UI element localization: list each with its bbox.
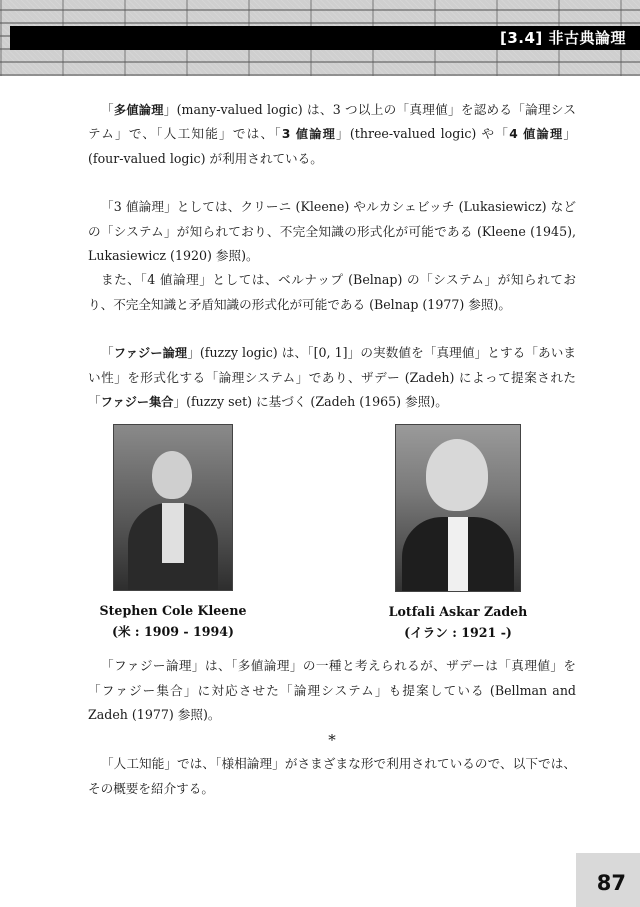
portrait-figures — [88, 424, 576, 654]
paragraph-many-valued: 「多値論理」(many-valued logic) は、3 つ以上の「真理値」を認める「論理システム」で、「人工知能」では、「3 値論理」(three-valued logic) や「4 値論理」(four-valued logic) が利用されている。 — [88, 102, 577, 166]
term-fuzzy-logic: ファジー論理 — [113, 346, 188, 361]
paragraph-fuzzy-many-valued: 「ファジー論理」は、「多値論理」の一種と考えられるが、ザデーは「真理値」を「ファジー集合」に対応させた「論理システム」も提案している (Bellman and Zadeh (1977) 参照)。 — [88, 658, 576, 723]
zadeh-photo — [395, 424, 521, 592]
kleene-dates: (米 : 1909 - 1994) — [111, 624, 235, 640]
paragraph-fuzzy-logic: 「ファジー論理」(fuzzy logic) は、「[0, 1]」の実数値を「真理値」とする「あいまい性」を形式化する「論理システム」であり、ザデー (Zadeh) によって提案された「ファジー集合」(fuzzy set) に基づく (Zadeh (1965) 参照)。 — [88, 345, 577, 410]
paragraph-three-valued: 「3 値論理」としては、クリーニ (Kleene) やルカシェビッチ (Lukasiewicz) などの「システム」が知られており、不完全知識の形式化が可能である (Kleene (1945), Lukasiewicz (1920) 参照)。 — [88, 199, 576, 264]
zadeh-caption — [358, 601, 558, 643]
figure-kleene — [73, 424, 273, 642]
section-divider-asterisk: * — [328, 730, 336, 749]
term-many-valued-logic: 多値論理 — [113, 103, 164, 117]
term-four-valued-logic: 4 値論理 — [509, 127, 564, 142]
kleene-caption — [73, 600, 273, 642]
term-three-valued-logic: 3 値論理 — [281, 127, 337, 142]
zadeh-name: Lotfali Askar Zadeh — [388, 604, 528, 620]
zadeh-dates: (イラン : 1921 -) — [404, 625, 512, 641]
page-content — [88, 98, 576, 801]
paragraph-modal-logic-intro: 「人工知能」では、「様相論理」がさまざまな形で利用されているので、以下では、その概要を紹介する。 — [88, 756, 576, 796]
kleene-name: Stephen Cole Kleene — [99, 603, 247, 619]
paragraph-four-valued: また、「4 値論理」としては、ベルナップ (Belnap) の「システム」が知られており、不完全知識と矛盾知識の形式化が可能である (Belnap (1977) 参照)。 — [88, 272, 576, 312]
term-fuzzy-set: ファジー集合 — [100, 395, 174, 410]
figure-zadeh — [358, 424, 558, 643]
kleene-photo — [113, 424, 233, 591]
chapter-title: [3.4] 非古典論理 — [499, 29, 626, 47]
page-number: 87 — [596, 871, 626, 895]
